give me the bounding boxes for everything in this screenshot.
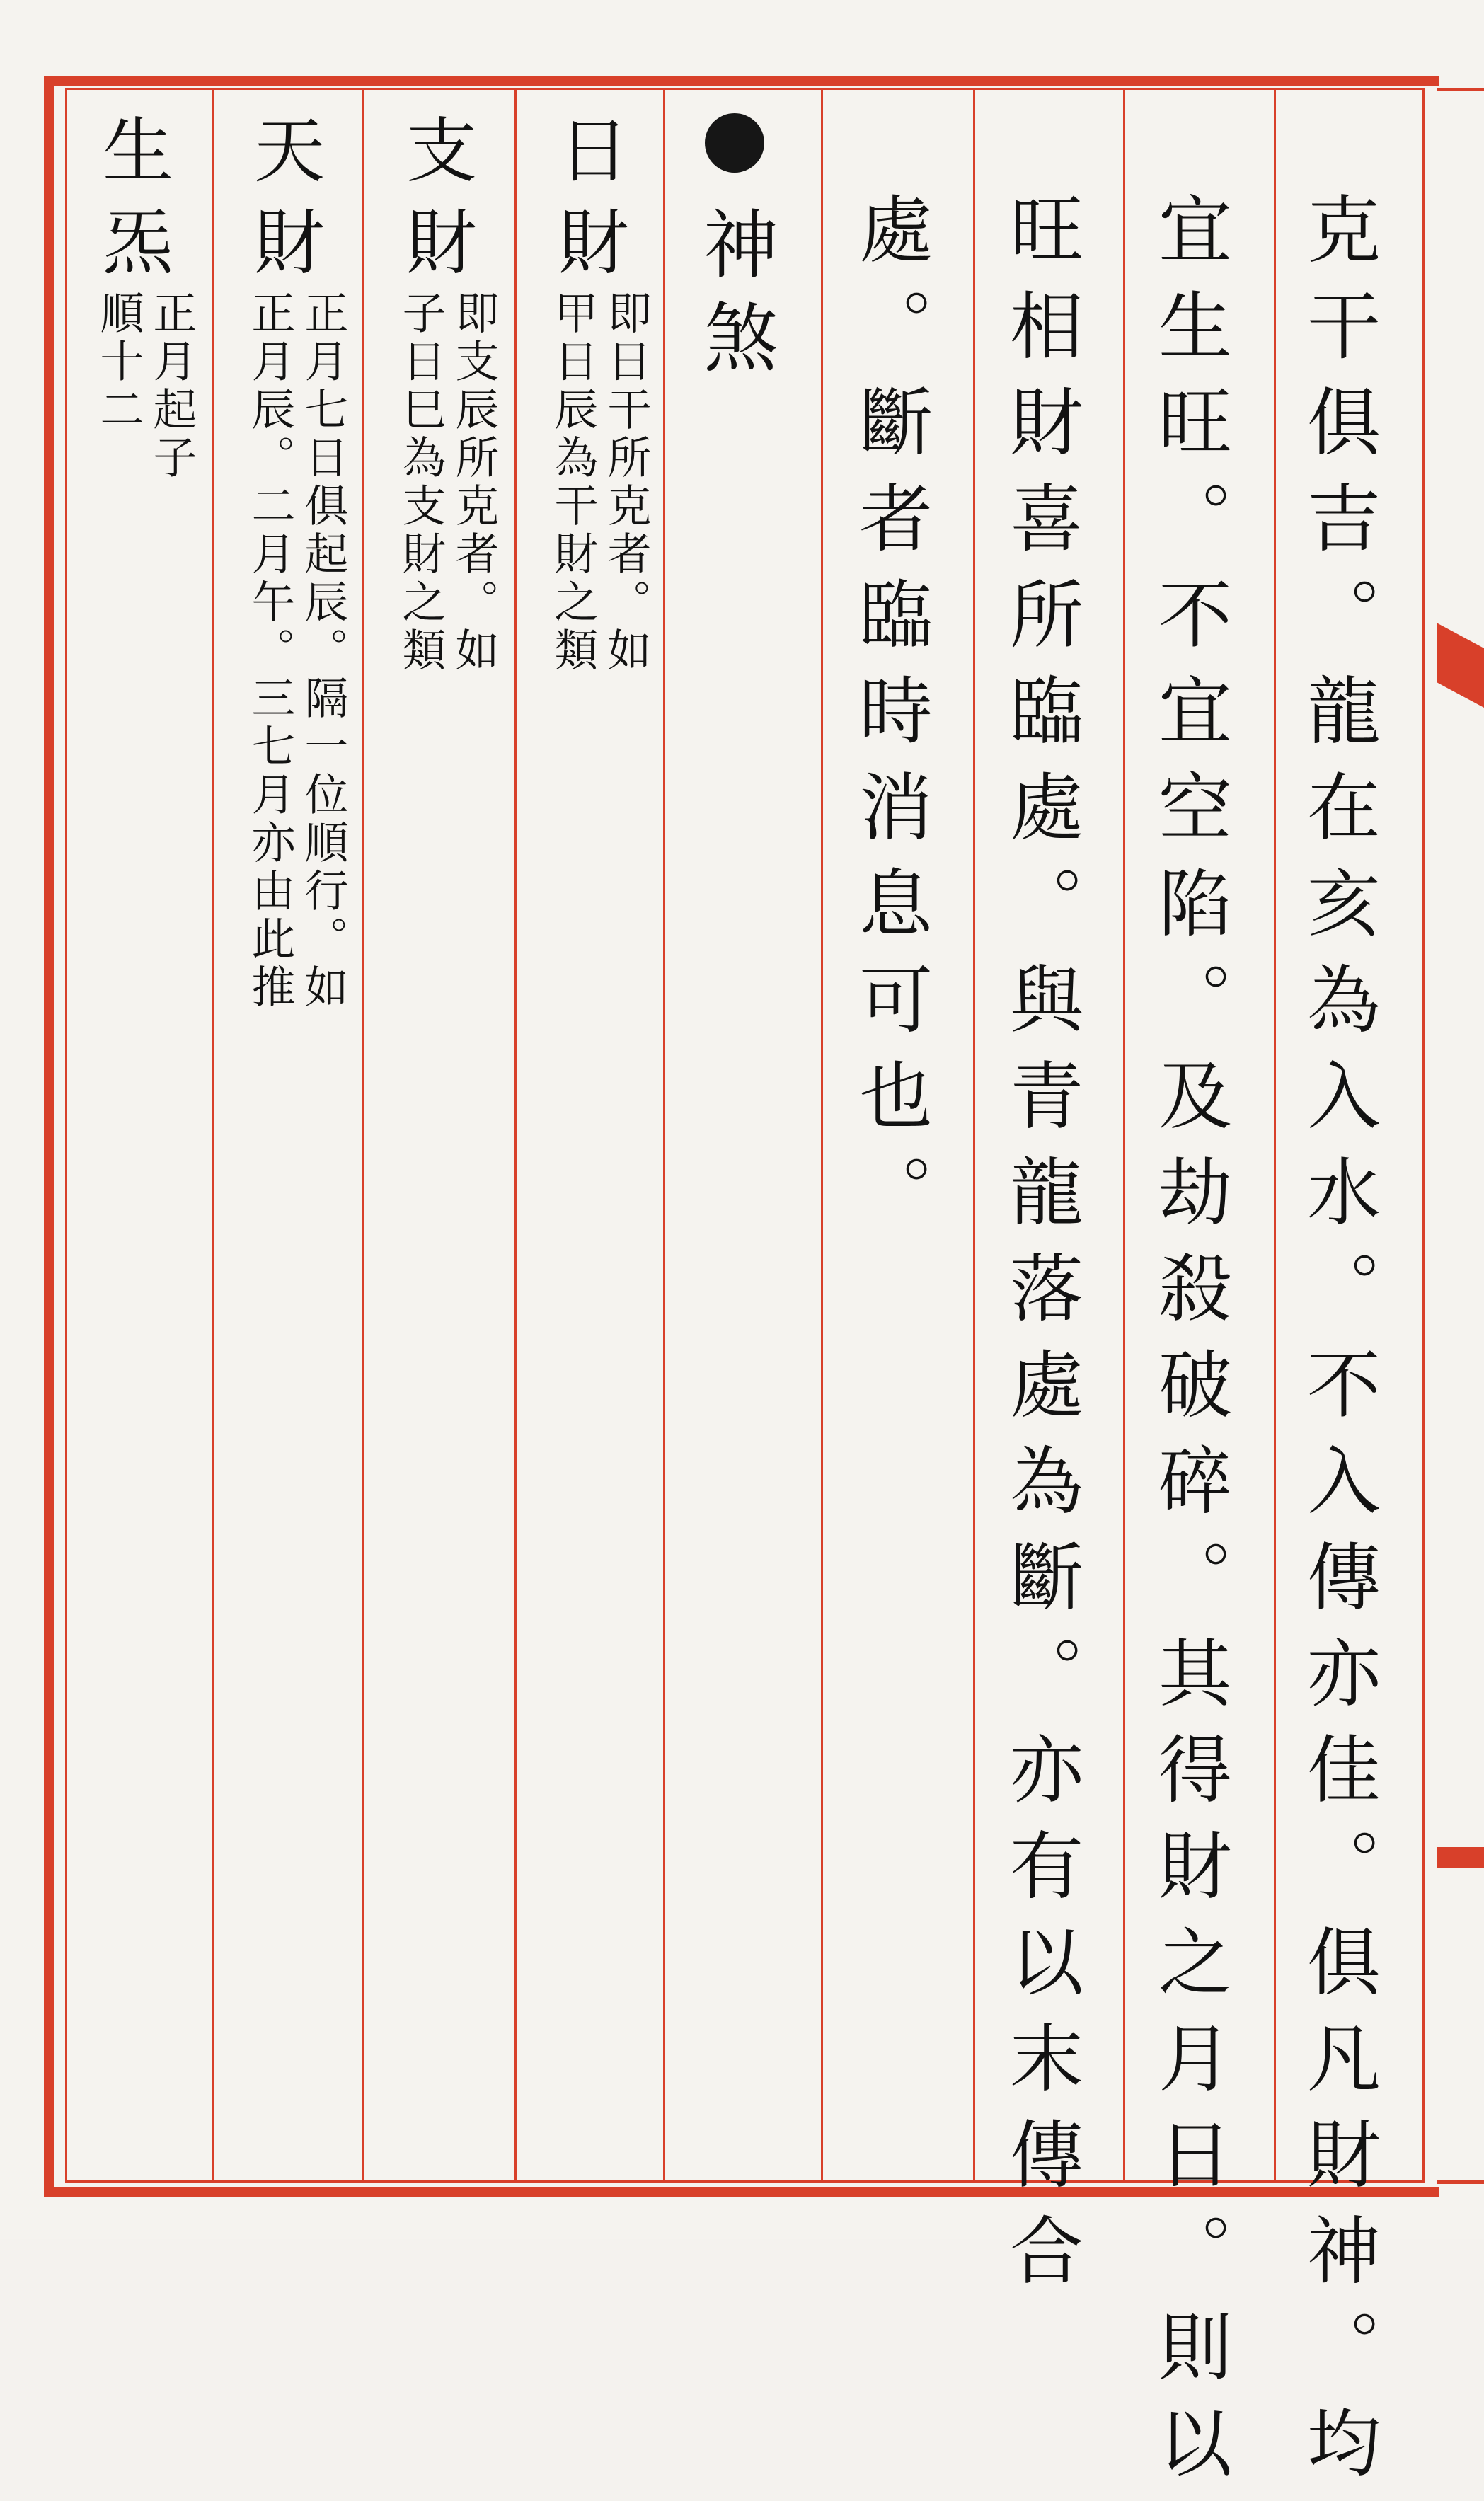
entry-ri-cai bbox=[524, 113, 665, 2166]
section-heading: 神煞 bbox=[691, 205, 778, 392]
fold-mark-line bbox=[1437, 2180, 1484, 2184]
column-rule bbox=[821, 88, 823, 2183]
entry-sheng-qi bbox=[76, 113, 211, 2166]
column-rule bbox=[1123, 88, 1125, 2183]
entry-zhi-cai bbox=[372, 113, 513, 2166]
entry-tian-cai bbox=[221, 113, 362, 2166]
column-rule bbox=[514, 88, 517, 2183]
column-rule bbox=[362, 88, 364, 2183]
entry-title: 天財 bbox=[242, 113, 325, 297]
column-rule bbox=[1274, 88, 1276, 2183]
entry-note-line: 即日干所克者。如 bbox=[599, 290, 652, 675]
column-rule bbox=[212, 88, 214, 2183]
entry-note-line: 子日巳為支財之類 bbox=[394, 290, 447, 675]
entry-note-line: 甲日辰為干財之類 bbox=[546, 290, 599, 675]
text-column-3: 旺相財喜所臨處。與青龍落處為斷。亦有以末傳合 bbox=[997, 191, 1083, 2309]
text-column-2: 宜生旺。不宜空陷。及劫殺破碎。其得財之月日。則以 bbox=[1146, 191, 1232, 2501]
text-column-4: 處。斷者臨時消息可也。 bbox=[846, 191, 933, 1250]
entry-note-line: 即支辰所克者。如 bbox=[447, 290, 500, 675]
entry-title: 支財 bbox=[394, 113, 477, 297]
entry-note-line: 順十二 bbox=[92, 290, 144, 435]
entry-note-line: 正月起子 bbox=[145, 290, 197, 483]
fold-mark-fishtail bbox=[1437, 623, 1484, 708]
entry-note-line: 正月七日俱起辰。隔一位順行。如 bbox=[297, 290, 349, 1012]
entry-title: 日財 bbox=[546, 113, 629, 297]
fold-mark-bar bbox=[1437, 1847, 1484, 1868]
column-rule bbox=[973, 88, 975, 2183]
entry-note-line: 正月辰。二月午。三七月亦由此推 bbox=[243, 290, 296, 1012]
entry-title: 生炁 bbox=[91, 113, 173, 297]
fold-mark-line bbox=[1437, 88, 1484, 91]
black-circle-icon bbox=[705, 113, 764, 173]
text-column-1: 克干俱吉。龍在亥為入水。不入傳亦佳。俱凡財神。均 bbox=[1294, 191, 1381, 2501]
frame-right-rule bbox=[1422, 88, 1425, 2183]
